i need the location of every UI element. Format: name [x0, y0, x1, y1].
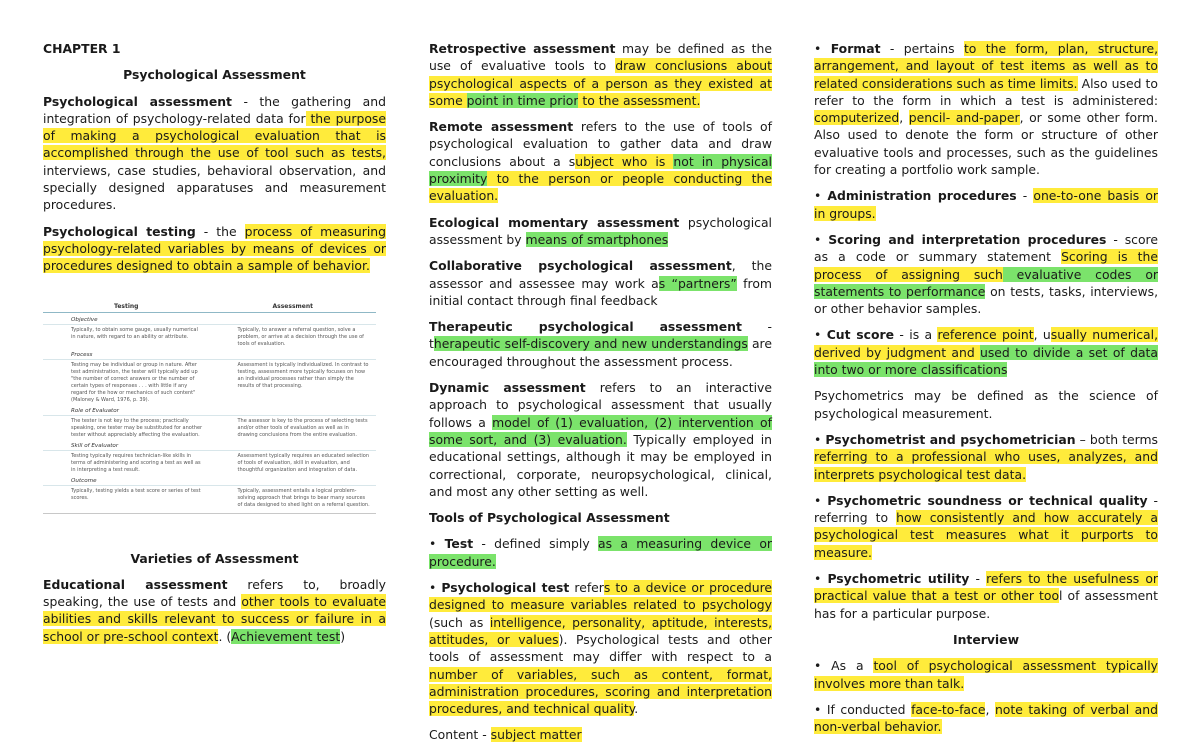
column-2: [429, 40, 772, 753]
chapter-heading: CHAPTER 1: [43, 41, 121, 56]
table-row: Typically, testing yields a test score or series of test scores. Typically, assessment entails a logical problem-solving approach that brings to bear many sources of data designed to shed light on a referral question.: [71, 487, 370, 508]
psych-test-bullet: • Psychological test refers to a device or procedure designed to measure variables related to psychology (such as intelligence, personality, aptitude, interests, attitudes, or values). Psychological tests and other tools of assessment may differ with respect to a number of variables, such as content, format, administration procedures, scoring and interpretation procedures, and technical quality.: [429, 580, 773, 717]
highlight-green: means of smartphones: [525, 231, 669, 247]
column-3: [814, 40, 1158, 744]
highlight: process of measuring psychology-related variables by means of devices or procedures designed to obtain a sample of behavior.: [43, 223, 386, 274]
highlight-green: Achievement test: [231, 628, 341, 644]
term: Psychometric utility: [827, 571, 970, 587]
tools-title: Tools of Psychological Assessment: [429, 510, 670, 526]
highlight: draw conclusions about psychological aspects of a person as they existed at some: [429, 58, 772, 108]
psychometrics-paragraph: Psychometrics may be defined as the science of psychological measurement.: [814, 388, 1158, 421]
highlight: how consistently and how accurately a psychological test measures what it purports to measure.: [814, 510, 1158, 560]
highlight: face-to-face: [911, 701, 986, 717]
highlight: referring to a professional who uses, analyzes, and interprets psychological test data.: [814, 449, 1158, 482]
highlight-green: model of (1) evaluation, (2) intervention of some sort, and (3) evaluation.: [429, 414, 772, 447]
highlight: number of variables, such as content, format, administration procedures, scoring and interpretation procedures, and technical quality: [429, 666, 772, 717]
highlight-green: s “partners”: [658, 275, 737, 291]
table-header-assessment: Assessment: [272, 302, 313, 310]
highlight: to the assessment.: [578, 92, 701, 108]
highlight-green: herapeutic self-discovery and new understandings: [433, 336, 748, 352]
term: Therapeutic psychological assessment: [429, 319, 742, 335]
term: Psychometrist and psychometrician: [825, 431, 1076, 447]
varieties-title: Varieties of Assessment: [130, 550, 299, 566]
table-row: Typically, to obtain some gauge, usually numerical in nature, with regard to an ability or attribute. Typically, to answer a referral question, solve a problem, or arrive at a decision through the use of tools of evaluation.: [71, 326, 364, 347]
column-1: [43, 40, 386, 654]
content-line: Content - subject matter: [429, 727, 582, 743]
retrospective-paragraph: Retrospective assessment may be defined as the use of evaluative tools to draw conclusions about psychological aspects of a person as they existed at some point in time prior to the assessment.: [429, 41, 772, 108]
term: Psychological test: [441, 580, 570, 596]
table-section: Objective: [43, 316, 376, 325]
psychometrist-bullet: • Psychometrist and psychometrician – both terms referring to a professional who uses, analyzes, and interprets psychological test data.: [814, 431, 1158, 482]
collaborative-paragraph: Collaborative psychological assessment, the assessor and assessee may work as “partners” from initial contact through final feedback: [429, 258, 773, 308]
term: Educational assessment: [43, 576, 228, 592]
highlight: Scoring is the process of assigning such: [814, 249, 1159, 282]
highlight: to the person or people conducting the evaluation.: [429, 171, 772, 204]
scoring-bullet: • Scoring and interpretation procedures - score as a code or summary statement Scoring is the process of assigning such evaluative codes or statements to performance on tests, tasks, interviews, or other behavior samples.: [814, 231, 1159, 317]
testing-vs-assessment-table: [43, 303, 376, 514]
highlight: other tools to evaluate abilities and skills relevant to success or failure in a school or pre-school context: [43, 594, 387, 644]
highlight: s to a device or procedure designed to measure variables related to psychology: [429, 580, 773, 613]
highlight-green: point in time prior: [466, 92, 579, 108]
table-row: Testing may be individual or group in nature. After test administration, the tester will typically add up "the number of correct answers or the number of certain types of responses . . . with little if any regard for the how or mechanics of such content" (Maloney & Ward, 1976, p. 39). Assessment is typically individualized. In contrast to testing, assessment more typically focuses on how an individual processes rather than simply the results of that processing.: [71, 361, 369, 403]
highlight-green: not in physical proximity: [429, 153, 772, 187]
highlight-green: used to divide a set of data into two or more classifications: [814, 344, 1158, 378]
term: Psychological testing: [43, 223, 196, 239]
table-section: Process: [43, 351, 376, 360]
therapeutic-paragraph: Therapeutic psychological assessment - therapeutic self-discovery and new understandings are encouraged throughout the assessment process.: [429, 319, 772, 369]
term: Dynamic assessment: [429, 380, 586, 396]
format-bullet: • Format - pertains to the form, plan, structure, arrangement, and layout of test items as well as to related considerations such as time limits. Also used to refer to the form in which a test is administered: computerized, pencil- and-paper, or some other form. Also used to denote the form or structure of other evaluative tools and processes, such as the guidelines for creating a portfolio work sample.: [814, 41, 1159, 178]
term: Format: [830, 41, 881, 56]
psych-assessment-paragraph: Psychological assessment - the gathering and integration of psychology-related data for the purpose of making a psychological evaluation that is accomplished through the use of tool such as tests, interviews, case studies, behavioral observation, and specially designed apparatuses and measurement procedures.: [43, 93, 386, 213]
table-header-testing: Testing: [114, 302, 139, 310]
term: Test: [444, 536, 474, 552]
term: Cut score: [826, 327, 895, 343]
cut-score-bullet: • Cut score - is a reference point, usually numerical, derived by judgment and used to divide a set of data into two or more classifications: [814, 327, 1159, 378]
term: Scoring and interpretation procedures: [828, 231, 1107, 247]
table-row: Testing typically requires technician-like skills in terms of administering and scoring a test as well as in interpreting a test result. Assessment typically requires an educated selection of tools of evaluation, skill in evaluation, and thoughtful organization and integration of data.: [71, 452, 370, 473]
highlight: computerized: [814, 110, 900, 126]
highlight: to the form, plan, structure, arrangement, and layout of test items as well as to related considerations such as time limits.: [814, 41, 1159, 91]
dynamic-paragraph: Dynamic assessment refers to an interactive approach to psychological assessment that usually follows a model of (1) evaluation, (2) intervention of some sort, and (3) evaluation. Typically employed in educational settings, although it may be employed in correctional, corporate, neuropsychological, clinical, and most any other setting as well.: [429, 380, 772, 499]
table-section: Role of Evaluator: [43, 407, 376, 416]
interview-title: Interview: [952, 631, 1020, 647]
highlight: refers to the usefulness or practical value that a test or other too: [814, 571, 1158, 604]
table-section: Outcome: [43, 477, 376, 486]
ecological-paragraph: Ecological momentary assessment psychological assessment by means of smartphones: [429, 214, 772, 247]
remote-paragraph: Remote assessment refers to the use of tools of psychological evaluation to gather data and draw conclusions about a subject who is not in physical proximity to the person or people conducting the evaluation.: [429, 119, 773, 204]
table-row: The tester is not key to the process; practically speaking, one tester may be substituted for another tester without appreciably affecting the evaluation. The assessor is key to the process of selecting tests and/or other tools of evaluation as well as in drawing conclusions from the entire evaluation.: [71, 417, 368, 438]
psych-testing-paragraph: Psychological testing - the process of measuring psychology-related variables by means of devices or procedures designed to obtain a sample of behavior.: [43, 223, 386, 274]
term: Psychometric soundness or technical quality: [827, 492, 1148, 508]
table-header: [43, 303, 376, 313]
section-title: Psychological Assessment: [123, 67, 306, 83]
highlight: sually numerical, derived by judgment and: [814, 327, 1159, 360]
educational-assessment-paragraph: Educational assessment refers to, broadly speaking, the use of tests and other tools to evaluate abilities and skills relevant to success or failure in a school or pre-school context. (Achievement test): [43, 576, 387, 644]
term: Psychological assessment: [43, 93, 232, 109]
term: Remote assessment: [429, 119, 574, 135]
highlight: subject matter: [490, 727, 582, 743]
highlight: the purpose of making a psychological evaluation that is accomplished through the use of tool such as tests,: [43, 110, 386, 161]
utility-bullet: • Psychometric utility - refers to the usefulness or practical value that a test or other tool of assessment has for a particular purpose.: [814, 571, 1158, 621]
highlight: one-to-one basis or in groups.: [814, 188, 1159, 221]
test-bullet: • Test - defined simply as a measuring device or procedure.: [429, 536, 773, 569]
highlight: reference point: [937, 327, 1034, 343]
soundness-bullet: • Psychometric soundness or technical quality - referring to how consistently and how accurately a psychological test measures what it purports to measure.: [814, 492, 1159, 560]
term: Ecological momentary assessment: [429, 214, 680, 230]
highlight: ubject who is: [575, 153, 674, 169]
interview-bullet-1: • As a tool of psychological assessment typically involves more than talk.: [814, 658, 1158, 691]
administration-bullet: • Administration procedures - one-to-one basis or in groups.: [814, 188, 1159, 221]
highlight: note taking of verbal and non-verbal behavior.: [814, 701, 1158, 735]
term: Collaborative psychological assessment: [429, 258, 732, 274]
highlight: pencil- and-paper: [908, 110, 1020, 126]
interview-bullet-2: • If conducted face-to-face, note taking of verbal and non-verbal behavior.: [814, 701, 1158, 735]
highlight-green: as a measuring device or procedure.: [429, 536, 773, 569]
highlight: tool of psychological assessment typically involves more than talk.: [814, 658, 1158, 691]
term: Administration procedures: [827, 188, 1017, 204]
highlight-green: evaluative codes or statements to performance: [814, 266, 1158, 299]
term: Retrospective assessment: [429, 41, 616, 56]
table-section: Skill of Evaluator: [43, 442, 376, 451]
highlight: intelligence, personality, aptitude, interests, attitudes, or values: [429, 614, 773, 647]
